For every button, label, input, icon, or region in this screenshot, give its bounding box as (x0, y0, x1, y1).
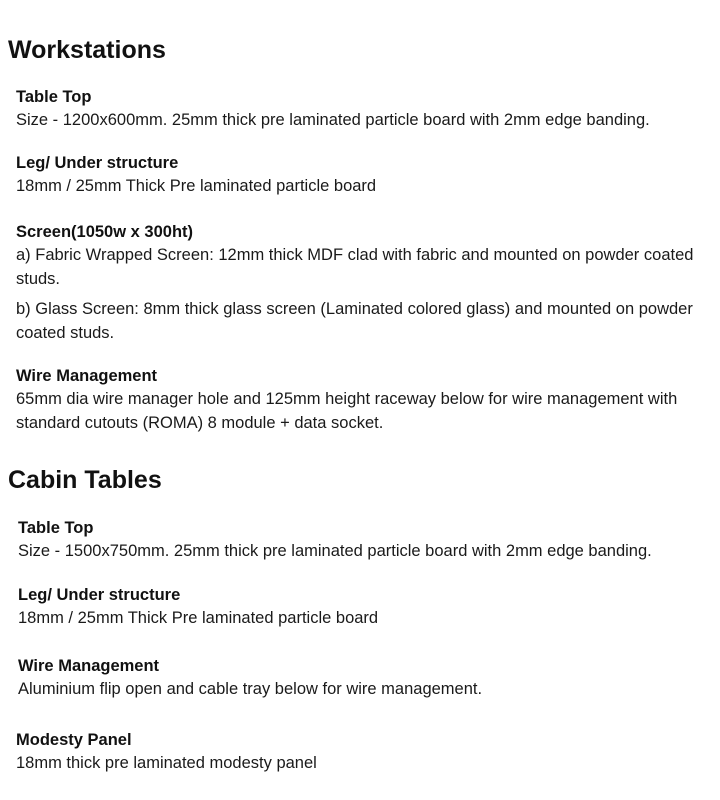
cabin-modesty-panel (16, 729, 706, 775)
workstations-title: Workstations (8, 36, 166, 64)
wire-management-text: 65mm dia wire manager hole and 125mm height raceway below for wire management with standard cutouts (ROMA) 8 module + data socket. (16, 390, 678, 432)
modesty-panel-text: 18mm thick pre laminated modesty panel (16, 754, 317, 772)
leg-structure-text: 18mm / 25mm Thick Pre laminated particle board (18, 609, 379, 627)
workstations-wire-management (16, 365, 706, 435)
cabin-wire-management (18, 655, 708, 701)
wire-management-text: Aluminium flip open and cable tray below for wire management. (18, 680, 483, 698)
cabin-leg-structure (18, 584, 708, 630)
table-top-heading: Table Top (16, 88, 92, 106)
workstations-leg-structure (16, 152, 706, 198)
wire-management-heading: Wire Management (18, 657, 160, 675)
workstations-table-top (16, 86, 706, 132)
screen-heading: Screen(1050w x 300ht) (16, 223, 194, 241)
leg-structure-heading: Leg/ Under structure (18, 586, 181, 604)
leg-structure-heading: Leg/ Under structure (16, 154, 179, 172)
workstations-screen (16, 221, 706, 345)
modesty-panel-heading: Modesty Panel (16, 731, 132, 749)
table-top-text: Size - 1200x600mm. 25mm thick pre laminated particle board with 2mm edge banding. (16, 111, 650, 129)
screen-option-b: b) Glass Screen: 8mm thick glass screen (Laminated colored glass) and mounted on powder coated studs. (16, 300, 693, 342)
wire-management-heading: Wire Management (16, 367, 158, 385)
screen-option-a: a) Fabric Wrapped Screen: 12mm thick MDF clad with fabric and mounted on powder coated studs. (16, 246, 694, 288)
cabin-tables-title: Cabin Tables (8, 466, 162, 494)
leg-structure-text: 18mm / 25mm Thick Pre laminated particle board (16, 177, 377, 195)
table-top-heading: Table Top (18, 519, 94, 537)
cabin-table-top (18, 517, 708, 563)
table-top-text: Size - 1500x750mm. 25mm thick pre laminated particle board with 2mm edge banding. (18, 542, 652, 560)
